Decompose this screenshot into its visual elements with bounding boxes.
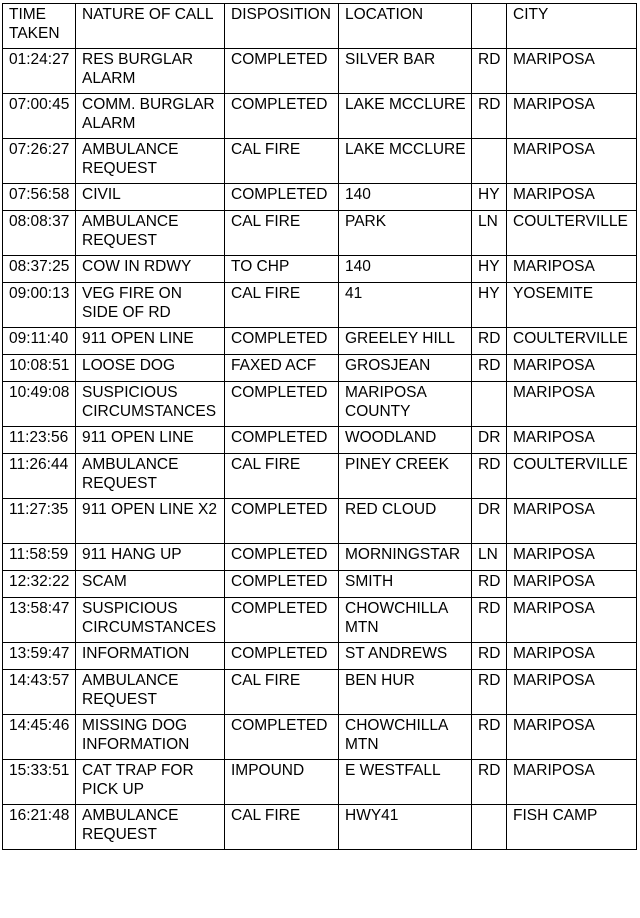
call-disposition: COMPLETED — [225, 49, 339, 94]
call-time: 13:58:47 — [3, 598, 76, 643]
table-row — [3, 382, 637, 427]
call-time: 08:37:25 — [3, 256, 76, 283]
call-city: COULTERVILLE — [507, 211, 637, 256]
call-disposition: IMPOUND — [225, 760, 339, 805]
call-disposition: COMPLETED — [225, 715, 339, 760]
call-city: MARIPOSA — [507, 670, 637, 715]
call-street-type: HY — [472, 283, 507, 328]
call-city: FISH CAMP — [507, 805, 637, 850]
table-row — [3, 184, 637, 211]
call-city: MARIPOSA — [507, 427, 637, 454]
call-city: COULTERVILLE — [507, 328, 637, 355]
call-street-type — [472, 805, 507, 850]
table-row — [3, 544, 637, 571]
call-street-type: RD — [472, 598, 507, 643]
call-city: MARIPOSA — [507, 598, 637, 643]
header-location: LOCATION — [339, 4, 472, 49]
table-row — [3, 454, 637, 499]
call-location: MARIPOSA COUNTY — [339, 382, 472, 427]
call-nature: AMBULANCE REQUEST — [76, 454, 225, 499]
call-disposition: COMPLETED — [225, 499, 339, 544]
call-disposition: COMPLETED — [225, 427, 339, 454]
call-nature: SCAM — [76, 571, 225, 598]
call-location: PINEY CREEK — [339, 454, 472, 499]
call-location: HWY41 — [339, 805, 472, 850]
call-location: BEN HUR — [339, 670, 472, 715]
call-city: MARIPOSA — [507, 499, 637, 544]
call-street-type: RD — [472, 355, 507, 382]
call-disposition: COMPLETED — [225, 94, 339, 139]
call-street-type: DR — [472, 427, 507, 454]
call-disposition: COMPLETED — [225, 328, 339, 355]
call-time: 10:08:51 — [3, 355, 76, 382]
call-location: GROSJEAN — [339, 355, 472, 382]
header-row — [3, 4, 637, 49]
call-street-type: RD — [472, 760, 507, 805]
call-nature: 911 OPEN LINE — [76, 328, 225, 355]
call-disposition: COMPLETED — [225, 643, 339, 670]
call-city: MARIPOSA — [507, 382, 637, 427]
call-street-type: RD — [472, 643, 507, 670]
call-street-type: HY — [472, 184, 507, 211]
call-time: 11:26:44 — [3, 454, 76, 499]
call-location: ST ANDREWS — [339, 643, 472, 670]
table-row — [3, 670, 637, 715]
call-city: YOSEMITE — [507, 283, 637, 328]
table-row — [3, 760, 637, 805]
call-city: MARIPOSA — [507, 256, 637, 283]
call-street-type: RD — [472, 94, 507, 139]
call-city: MARIPOSA — [507, 184, 637, 211]
table-row — [3, 355, 637, 382]
table-row — [3, 427, 637, 454]
call-nature: MISSING DOG INFORMATION — [76, 715, 225, 760]
header-city: CITY — [507, 4, 637, 49]
call-location: WOODLAND — [339, 427, 472, 454]
call-disposition: COMPLETED — [225, 571, 339, 598]
table-row — [3, 499, 637, 544]
call-city: MARIPOSA — [507, 571, 637, 598]
call-street-type: RD — [472, 49, 507, 94]
table-row — [3, 598, 637, 643]
call-city: MARIPOSA — [507, 94, 637, 139]
call-nature: SUSPICIOUS CIRCUMSTANCES — [76, 598, 225, 643]
call-disposition: COMPLETED — [225, 598, 339, 643]
call-disposition: CAL FIRE — [225, 139, 339, 184]
call-time: 09:00:13 — [3, 283, 76, 328]
call-street-type: DR — [472, 499, 507, 544]
call-street-type: RD — [472, 715, 507, 760]
call-nature: 911 OPEN LINE — [76, 427, 225, 454]
call-street-type: RD — [472, 454, 507, 499]
call-location: SMITH — [339, 571, 472, 598]
call-street-type: RD — [472, 670, 507, 715]
call-nature: AMBULANCE REQUEST — [76, 805, 225, 850]
call-street-type: RD — [472, 571, 507, 598]
call-time: 11:27:35 — [3, 499, 76, 544]
call-log-body — [3, 4, 637, 850]
table-row — [3, 715, 637, 760]
call-disposition: CAL FIRE — [225, 211, 339, 256]
call-location: 140 — [339, 256, 472, 283]
call-location: E WESTFALL — [339, 760, 472, 805]
call-nature: AMBULANCE REQUEST — [76, 139, 225, 184]
call-city: MARIPOSA — [507, 715, 637, 760]
table-row — [3, 139, 637, 184]
table-row — [3, 805, 637, 850]
table-row — [3, 211, 637, 256]
call-nature: AMBULANCE REQUEST — [76, 670, 225, 715]
table-row — [3, 94, 637, 139]
call-disposition: TO CHP — [225, 256, 339, 283]
call-location: CHOWCHILLA MTN — [339, 598, 472, 643]
call-city: MARIPOSA — [507, 544, 637, 571]
call-time: 07:26:27 — [3, 139, 76, 184]
call-city: MARIPOSA — [507, 49, 637, 94]
call-location: PARK — [339, 211, 472, 256]
call-time: 08:08:37 — [3, 211, 76, 256]
table-row — [3, 283, 637, 328]
call-location: LAKE MCCLURE — [339, 139, 472, 184]
header-nature-of-call: NATURE OF CALL — [76, 4, 225, 49]
call-nature: SUSPICIOUS CIRCUMSTANCES — [76, 382, 225, 427]
call-location: RED CLOUD — [339, 499, 472, 544]
call-nature: RES BURGLAR ALARM — [76, 49, 225, 94]
header-disposition: DISPOSITION — [225, 4, 339, 49]
header-street-type — [472, 4, 507, 49]
call-city: MARIPOSA — [507, 139, 637, 184]
call-disposition: CAL FIRE — [225, 454, 339, 499]
call-nature: CIVIL — [76, 184, 225, 211]
call-nature: 911 HANG UP — [76, 544, 225, 571]
call-nature: 911 OPEN LINE X2 — [76, 499, 225, 544]
call-location: LAKE MCCLURE — [339, 94, 472, 139]
call-disposition: COMPLETED — [225, 184, 339, 211]
call-street-type — [472, 382, 507, 427]
call-time: 01:24:27 — [3, 49, 76, 94]
call-city: COULTERVILLE — [507, 454, 637, 499]
header-time-taken: TIME TAKEN — [3, 4, 76, 49]
call-time: 16:21:48 — [3, 805, 76, 850]
call-time: 14:45:46 — [3, 715, 76, 760]
call-time: 15:33:51 — [3, 760, 76, 805]
call-time: 12:32:22 — [3, 571, 76, 598]
call-city: MARIPOSA — [507, 760, 637, 805]
call-nature: INFORMATION — [76, 643, 225, 670]
call-time: 10:49:08 — [3, 382, 76, 427]
call-street-type — [472, 139, 507, 184]
call-disposition: CAL FIRE — [225, 805, 339, 850]
call-nature: AMBULANCE REQUEST — [76, 211, 225, 256]
call-time: 09:11:40 — [3, 328, 76, 355]
table-row — [3, 256, 637, 283]
call-time: 07:00:45 — [3, 94, 76, 139]
call-time: 14:43:57 — [3, 670, 76, 715]
call-disposition: FAXED ACF — [225, 355, 339, 382]
call-street-type: HY — [472, 256, 507, 283]
call-time: 11:23:56 — [3, 427, 76, 454]
call-city: MARIPOSA — [507, 355, 637, 382]
call-city: MARIPOSA — [507, 643, 637, 670]
table-row — [3, 49, 637, 94]
call-location: CHOWCHILLA MTN — [339, 715, 472, 760]
call-street-type: LN — [472, 211, 507, 256]
call-nature: COW IN RDWY — [76, 256, 225, 283]
table-row — [3, 571, 637, 598]
call-disposition: CAL FIRE — [225, 283, 339, 328]
call-time: 11:58:59 — [3, 544, 76, 571]
call-nature: CAT TRAP FOR PICK UP — [76, 760, 225, 805]
call-nature: LOOSE DOG — [76, 355, 225, 382]
table-row — [3, 328, 637, 355]
call-disposition: COMPLETED — [225, 382, 339, 427]
call-disposition: COMPLETED — [225, 544, 339, 571]
call-disposition: CAL FIRE — [225, 670, 339, 715]
call-location: SILVER BAR — [339, 49, 472, 94]
call-street-type: LN — [472, 544, 507, 571]
call-location: 140 — [339, 184, 472, 211]
call-location: MORNINGSTAR — [339, 544, 472, 571]
table-row — [3, 643, 637, 670]
call-nature: VEG FIRE ON SIDE OF RD — [76, 283, 225, 328]
call-street-type: RD — [472, 328, 507, 355]
call-log-table — [2, 3, 637, 850]
call-time: 13:59:47 — [3, 643, 76, 670]
call-location: 41 — [339, 283, 472, 328]
call-time: 07:56:58 — [3, 184, 76, 211]
call-location: GREELEY HILL — [339, 328, 472, 355]
call-nature: COMM. BURGLAR ALARM — [76, 94, 225, 139]
